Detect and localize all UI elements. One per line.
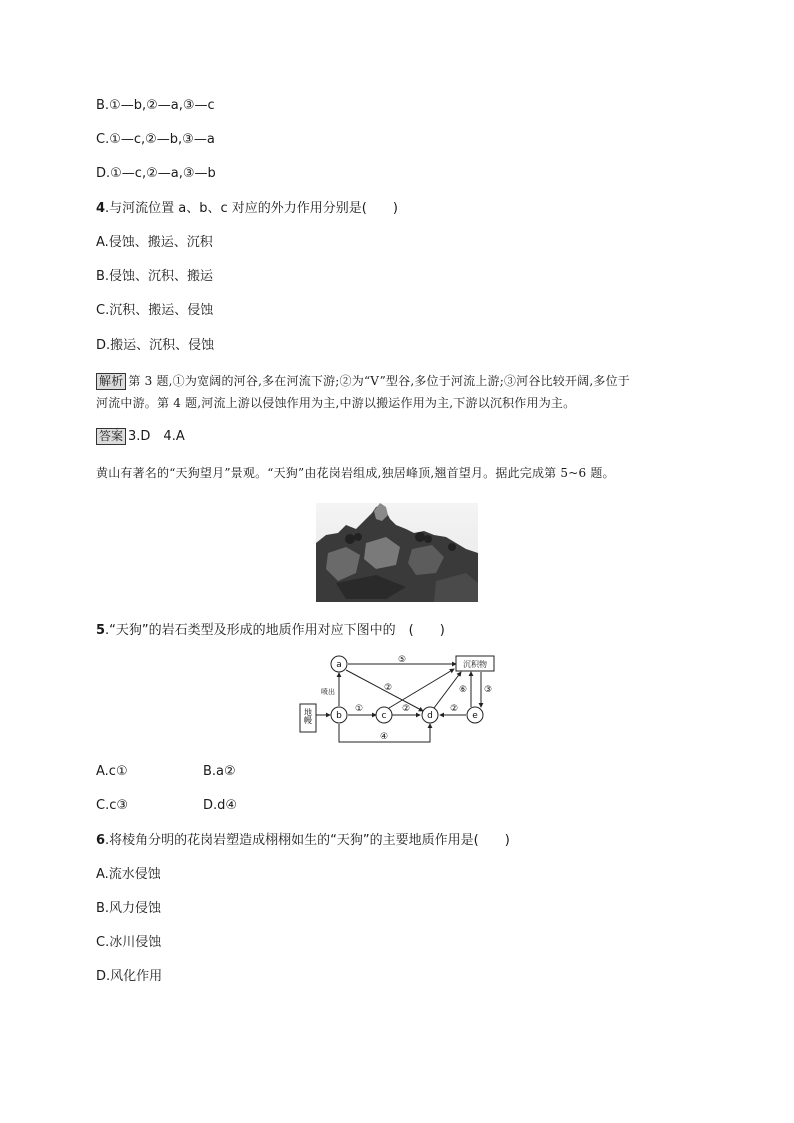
label-sediment: 沉积物 (463, 660, 487, 669)
q6-option-c: C.冰川侵蚀 (96, 935, 162, 950)
label-n1: ① (354, 704, 364, 714)
q6-option-d: D.风化作用 (96, 969, 163, 984)
q6-option-b: B.风力侵蚀 (96, 901, 162, 916)
label-n2-a: ② (383, 683, 393, 693)
label-n5: ⑤ (397, 655, 407, 665)
label-n4: ④ (379, 732, 389, 742)
q4-option-b: B.侵蚀、沉积、搬运 (96, 269, 214, 284)
q6-stem (96, 832, 510, 850)
label-b: b (336, 711, 342, 721)
huangshan-rock-photo (316, 503, 478, 602)
answer-line (96, 428, 185, 446)
q6-number: 6 (96, 833, 106, 848)
q5-options-row-2 (96, 797, 310, 815)
q6-stem-text: .将棱角分明的花岗岩塑造成栩栩如生的“天狗”的主要地质作用是( ) (105, 833, 510, 848)
analysis-text-1: 第 3 题,①为宽阔的河谷,多在河流下游;②为“V”型谷,多位于河流上游;③河谷比较开阔,多位于 (128, 374, 630, 388)
q4-option-c: C.沉积、搬运、侵蚀 (96, 303, 214, 318)
arrow-c-to-sediment (389, 669, 454, 708)
label-n3: ③ (483, 685, 493, 695)
q5-stem-text: .“天狗”的岩石类型及形成的地质作用对应下图中的 ( ) (105, 623, 445, 638)
answer-text: 3.D 4.A (128, 429, 185, 444)
q3-option-d: D.①—c,②—a,③—b (96, 166, 216, 181)
arrow-d-to-sediment (434, 672, 461, 708)
q4-option-d: D.搬运、沉积、侵蚀 (96, 338, 215, 353)
analysis-tag: 解析 (96, 373, 126, 390)
q4-stem-text: .与河流位置 a、b、c 对应的外力作用分别是( ) (105, 201, 398, 216)
label-n2-c: ② (401, 704, 411, 714)
label-erupt: 喷出 (321, 688, 335, 696)
q5-option-a: A.c① (96, 764, 128, 779)
answer-tag: 答案 (96, 428, 126, 445)
analysis-line-2: 河流中游。第 4 题,河流上游以侵蚀作用为主,中游以搬运作用为主,下游以沉积作用为主。 (96, 396, 576, 410)
q5-option-b: B.a② (203, 764, 236, 779)
analysis-line-1 (96, 372, 630, 390)
label-n2-e: ② (449, 704, 459, 714)
label-d: d (427, 711, 433, 721)
q5-option-c: C.c③ (96, 798, 129, 813)
q4-number: 4 (96, 201, 106, 216)
q6-option-a: A.流水侵蚀 (96, 867, 161, 882)
q5-stem (96, 622, 445, 640)
passage-text: 黄山有著名的“天狗望月”景观。“天狗”由花岗岩组成,独居峰顶,翘首望月。据此完成第 5~6 题。 (96, 466, 615, 480)
label-a: a (336, 660, 342, 670)
label-e: e (472, 711, 478, 721)
rock-cycle-diagram (296, 652, 506, 752)
q5-number: 5 (96, 623, 106, 638)
q5-option-d: D.d④ (203, 798, 238, 813)
q4-stem (96, 200, 398, 218)
q3-option-c: C.①—c,②—b,③—a (96, 132, 215, 147)
q5-options-row-1 (96, 763, 310, 781)
q4-option-a: A.侵蚀、搬运、沉积 (96, 235, 213, 250)
q3-option-b: B.①—b,②—a,③—c (96, 98, 215, 113)
label-n6: ⑥ (458, 685, 468, 695)
label-c: c (381, 711, 387, 721)
label-mantle: 地幔 (303, 708, 313, 724)
